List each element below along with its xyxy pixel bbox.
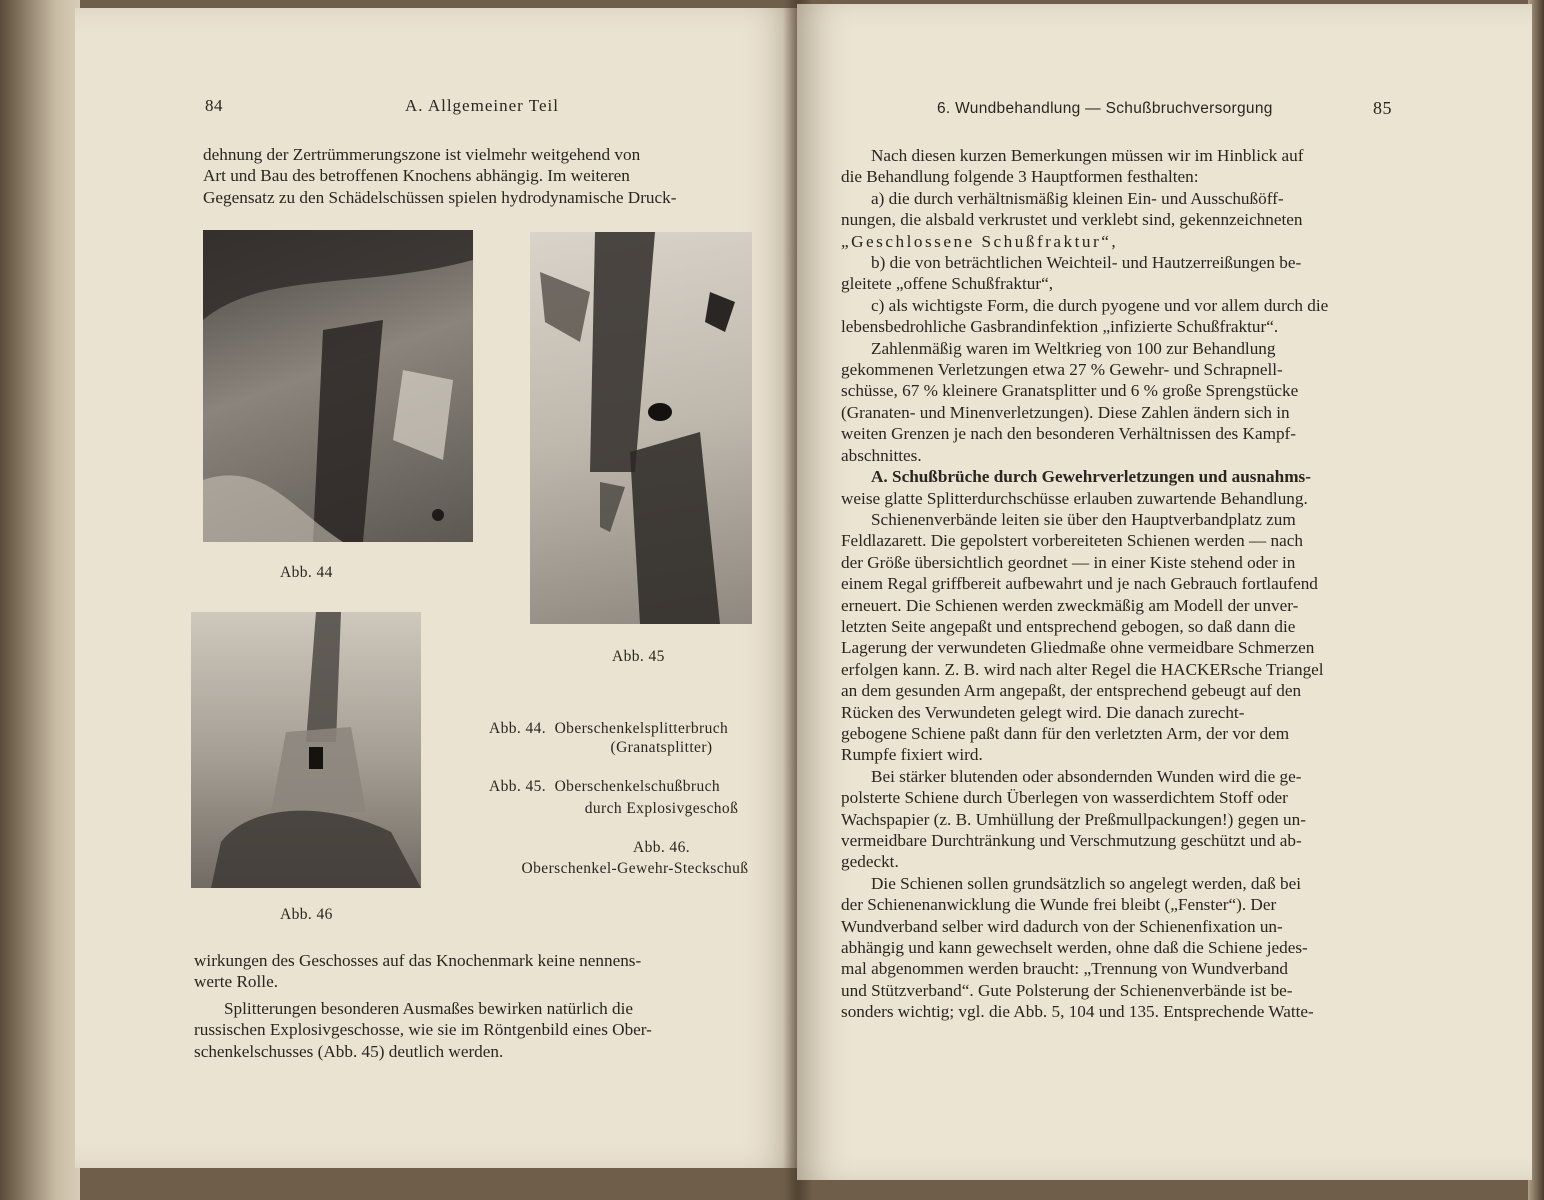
- text-line: russischen Explosivgeschosse, wie sie im Röntgenbild eines Ober-: [194, 1020, 652, 1040]
- text-line: und Stützverband“. Gute Polsterung der Schienenverbände ist be-: [841, 980, 1293, 1000]
- text-line: weiten Grenzen je nach den besonderen Verhältnissen des Kampf-: [841, 424, 1296, 444]
- text-line: polsterte Schiene durch Überlegen von wasserdichtem Stoff oder: [841, 788, 1288, 808]
- figure-label-abb-45: Abb. 45: [612, 648, 665, 665]
- text-line: Schienenverbände leiten sie über den Hauptverbandplatz zum: [871, 509, 1296, 529]
- text-line: abhängig und kann gewechselt werden, ohne daß die Schiene jedes-: [841, 938, 1308, 958]
- text-line: Art und Bau des betroffenen Knochens abhängig. Im weiteren: [203, 166, 630, 186]
- text-line: Nach diesen kurzen Bemerkungen müssen wir im Hinblick auf: [871, 146, 1304, 165]
- text-line: einem Regal griffbereit aufbewahrt und je nach Gebrauch fortlaufend: [841, 574, 1318, 594]
- text-line: der Schienenanwicklung die Wunde frei bleibt („Fenster“). Der: [841, 895, 1277, 915]
- xray-illustration: [530, 232, 752, 624]
- right-page: [797, 4, 1532, 1180]
- text-line: c) als wichtigste Form, die durch pyogene und vor allem durch die: [871, 295, 1329, 315]
- text-line: die Behandlung folgende 3 Hauptformen festhalten:: [841, 167, 1199, 187]
- text-line: Zahlenmäßig waren im Weltkrieg von 100 zur Behandlung: [871, 338, 1276, 358]
- right-body-text: [841, 145, 1405, 1023]
- text-line: abschnittes.: [841, 445, 922, 465]
- figure-label-abb-46: Abb. 46: [280, 906, 333, 923]
- text-line: Rumpfe fixiert wird.: [841, 745, 983, 765]
- caption-abb-46-text: Oberschenkel-Gewehr-Steckschuß: [521, 860, 749, 877]
- text-line: schenkelschusses (Abb. 45) deutlich werden.: [194, 1041, 504, 1061]
- text-line: Wundverband selber wird dadurch von der Schienenfixation un-: [841, 916, 1283, 936]
- xray-image-abb-45: [530, 232, 752, 624]
- text-line: „Geschlossene Schußfraktur“,: [841, 231, 1119, 251]
- text-line: Splitterungen besonderen Ausmaßes bewirken natürlich die: [224, 999, 634, 1018]
- page-number-right: 85: [1373, 98, 1392, 118]
- text-line: gleitete „offene Schußfraktur“,: [841, 274, 1054, 294]
- caption-abb-44-line-2: (Granatsplitter): [610, 739, 713, 756]
- text-line: nungen, die alsbald verkrustet und verklebt sind, gekennzeichneten: [841, 210, 1303, 230]
- left-top-paragraph: [203, 144, 765, 208]
- text-line: werte Rolle.: [194, 972, 278, 992]
- left-bottom-paragraph-2: [194, 998, 750, 1062]
- text-line: letzten Seite angepaßt und entsprechend gebogen, so daß dann die: [841, 616, 1296, 636]
- text-line: Bei stärker blutenden oder absondernden Wunden wird die ge-: [871, 766, 1302, 786]
- text-line: weise glatte Splitterdurchschüsse erlauben zuwartende Behandlung.: [841, 488, 1308, 508]
- text-line: gebogene Schiene paßt dann für den verletzten Arm, der vor dem: [841, 723, 1290, 743]
- text-line: (Granaten- und Minenverletzungen). Diese Zahlen ändern sich in: [841, 402, 1290, 422]
- figure-label-abb-44: Abb. 44: [280, 564, 333, 581]
- caption-text: Oberschenkelsplitterbruch: [554, 720, 729, 737]
- text-line: gekommenen Verletzungen etwa 27 % Gewehr- und Schrapnell-: [841, 360, 1283, 380]
- text-line: Die Schienen sollen grundsätzlich so angelegt werden, daß bei: [871, 873, 1302, 893]
- text-line: Rücken des Verwundeten gelegt wird. Die danach zurecht-: [841, 702, 1245, 722]
- left-bottom-paragraph-1: [194, 950, 750, 993]
- caption-abb-46-number: Abb. 46.: [632, 839, 691, 856]
- xray-illustration: [191, 612, 421, 888]
- caption-abb-45-line-2: durch Explosivgeschoß: [584, 800, 739, 817]
- text-line: wirkungen des Geschosses auf das Knochenmark keine nennens-: [194, 951, 642, 970]
- text-line: lebensbedrohliche Gasbrandinfektion „infizierte Schußfraktur“.: [841, 317, 1279, 337]
- text-line: Feldlazarett. Die gepolstert vorbereiteten Schienen werden — nach: [841, 531, 1303, 551]
- text-line: Wachspapier (z. B. Umhüllung der Preßmullpackungen!) gegen un-: [841, 809, 1306, 829]
- caption-number: Abb. 44.: [489, 720, 547, 737]
- text-line: der Größe übersichtlich geordnet — in einer Kiste stehend oder in: [841, 552, 1296, 572]
- xray-illustration: [203, 230, 473, 542]
- caption-text: Oberschenkelschußbruch: [554, 778, 721, 795]
- text-line: erneuert. Die Schienen werden zweckmäßig am Modell der unver-: [841, 595, 1299, 615]
- caption-abb-45: [489, 778, 779, 796]
- caption-number: Abb. 45.: [489, 778, 547, 795]
- text-line: a) die durch verhältnismäßig kleinen Ein- und Ausschußöff-: [871, 188, 1284, 208]
- page-number-left: 84: [205, 96, 223, 115]
- text-line: erfolgen kann. Z. B. wird nach alter Regel die HACKERsche Triangel: [841, 659, 1324, 679]
- running-head-left: A. Allgemeiner Teil: [405, 96, 559, 115]
- text-line: dehnung der Zertrümmerungszone ist vielmehr weitgehend von: [203, 145, 641, 164]
- text-line: vermeidbare Durchtränkung und Verschmutzung geschützt und ab-: [841, 831, 1302, 850]
- text-line: an dem gesunden Arm angepaßt, der entsprechend gebeugt auf den: [841, 681, 1302, 701]
- text-line: b) die von beträchtlichen Weichteil- und Hautzerreißungen be-: [871, 253, 1302, 273]
- text-line: schüsse, 67 % kleinere Granatsplitter und 6 % große Sprengstücke: [841, 381, 1299, 401]
- text-line: mal abgenommen werden braucht: „Trennung von Wundverband: [841, 959, 1289, 979]
- text-line: Lagerung der verwundeten Gliedmaße ohne vermeidbare Schmerzen: [841, 638, 1315, 658]
- caption-abb-44: [489, 718, 779, 739]
- xray-image-abb-46: [191, 612, 421, 888]
- left-page: [75, 8, 797, 1168]
- book-edge-left: [0, 0, 80, 1200]
- text-line: A. Schußbrüche durch Gewehrverletzungen und ausnahms-: [871, 467, 1311, 487]
- text-line: gedeckt.: [841, 852, 899, 872]
- text-line: sonders wichtig; vgl. die Abb. 5, 104 und 135. Entsprechende Watte-: [841, 1002, 1314, 1022]
- text-line: Gegensatz zu den Schädelschüssen spielen hydrodynamische Druck-: [203, 187, 677, 207]
- running-head-right: 6. Wundbehandlung — Schußbruchversorgung: [937, 100, 1273, 117]
- xray-image-abb-44: [203, 230, 473, 542]
